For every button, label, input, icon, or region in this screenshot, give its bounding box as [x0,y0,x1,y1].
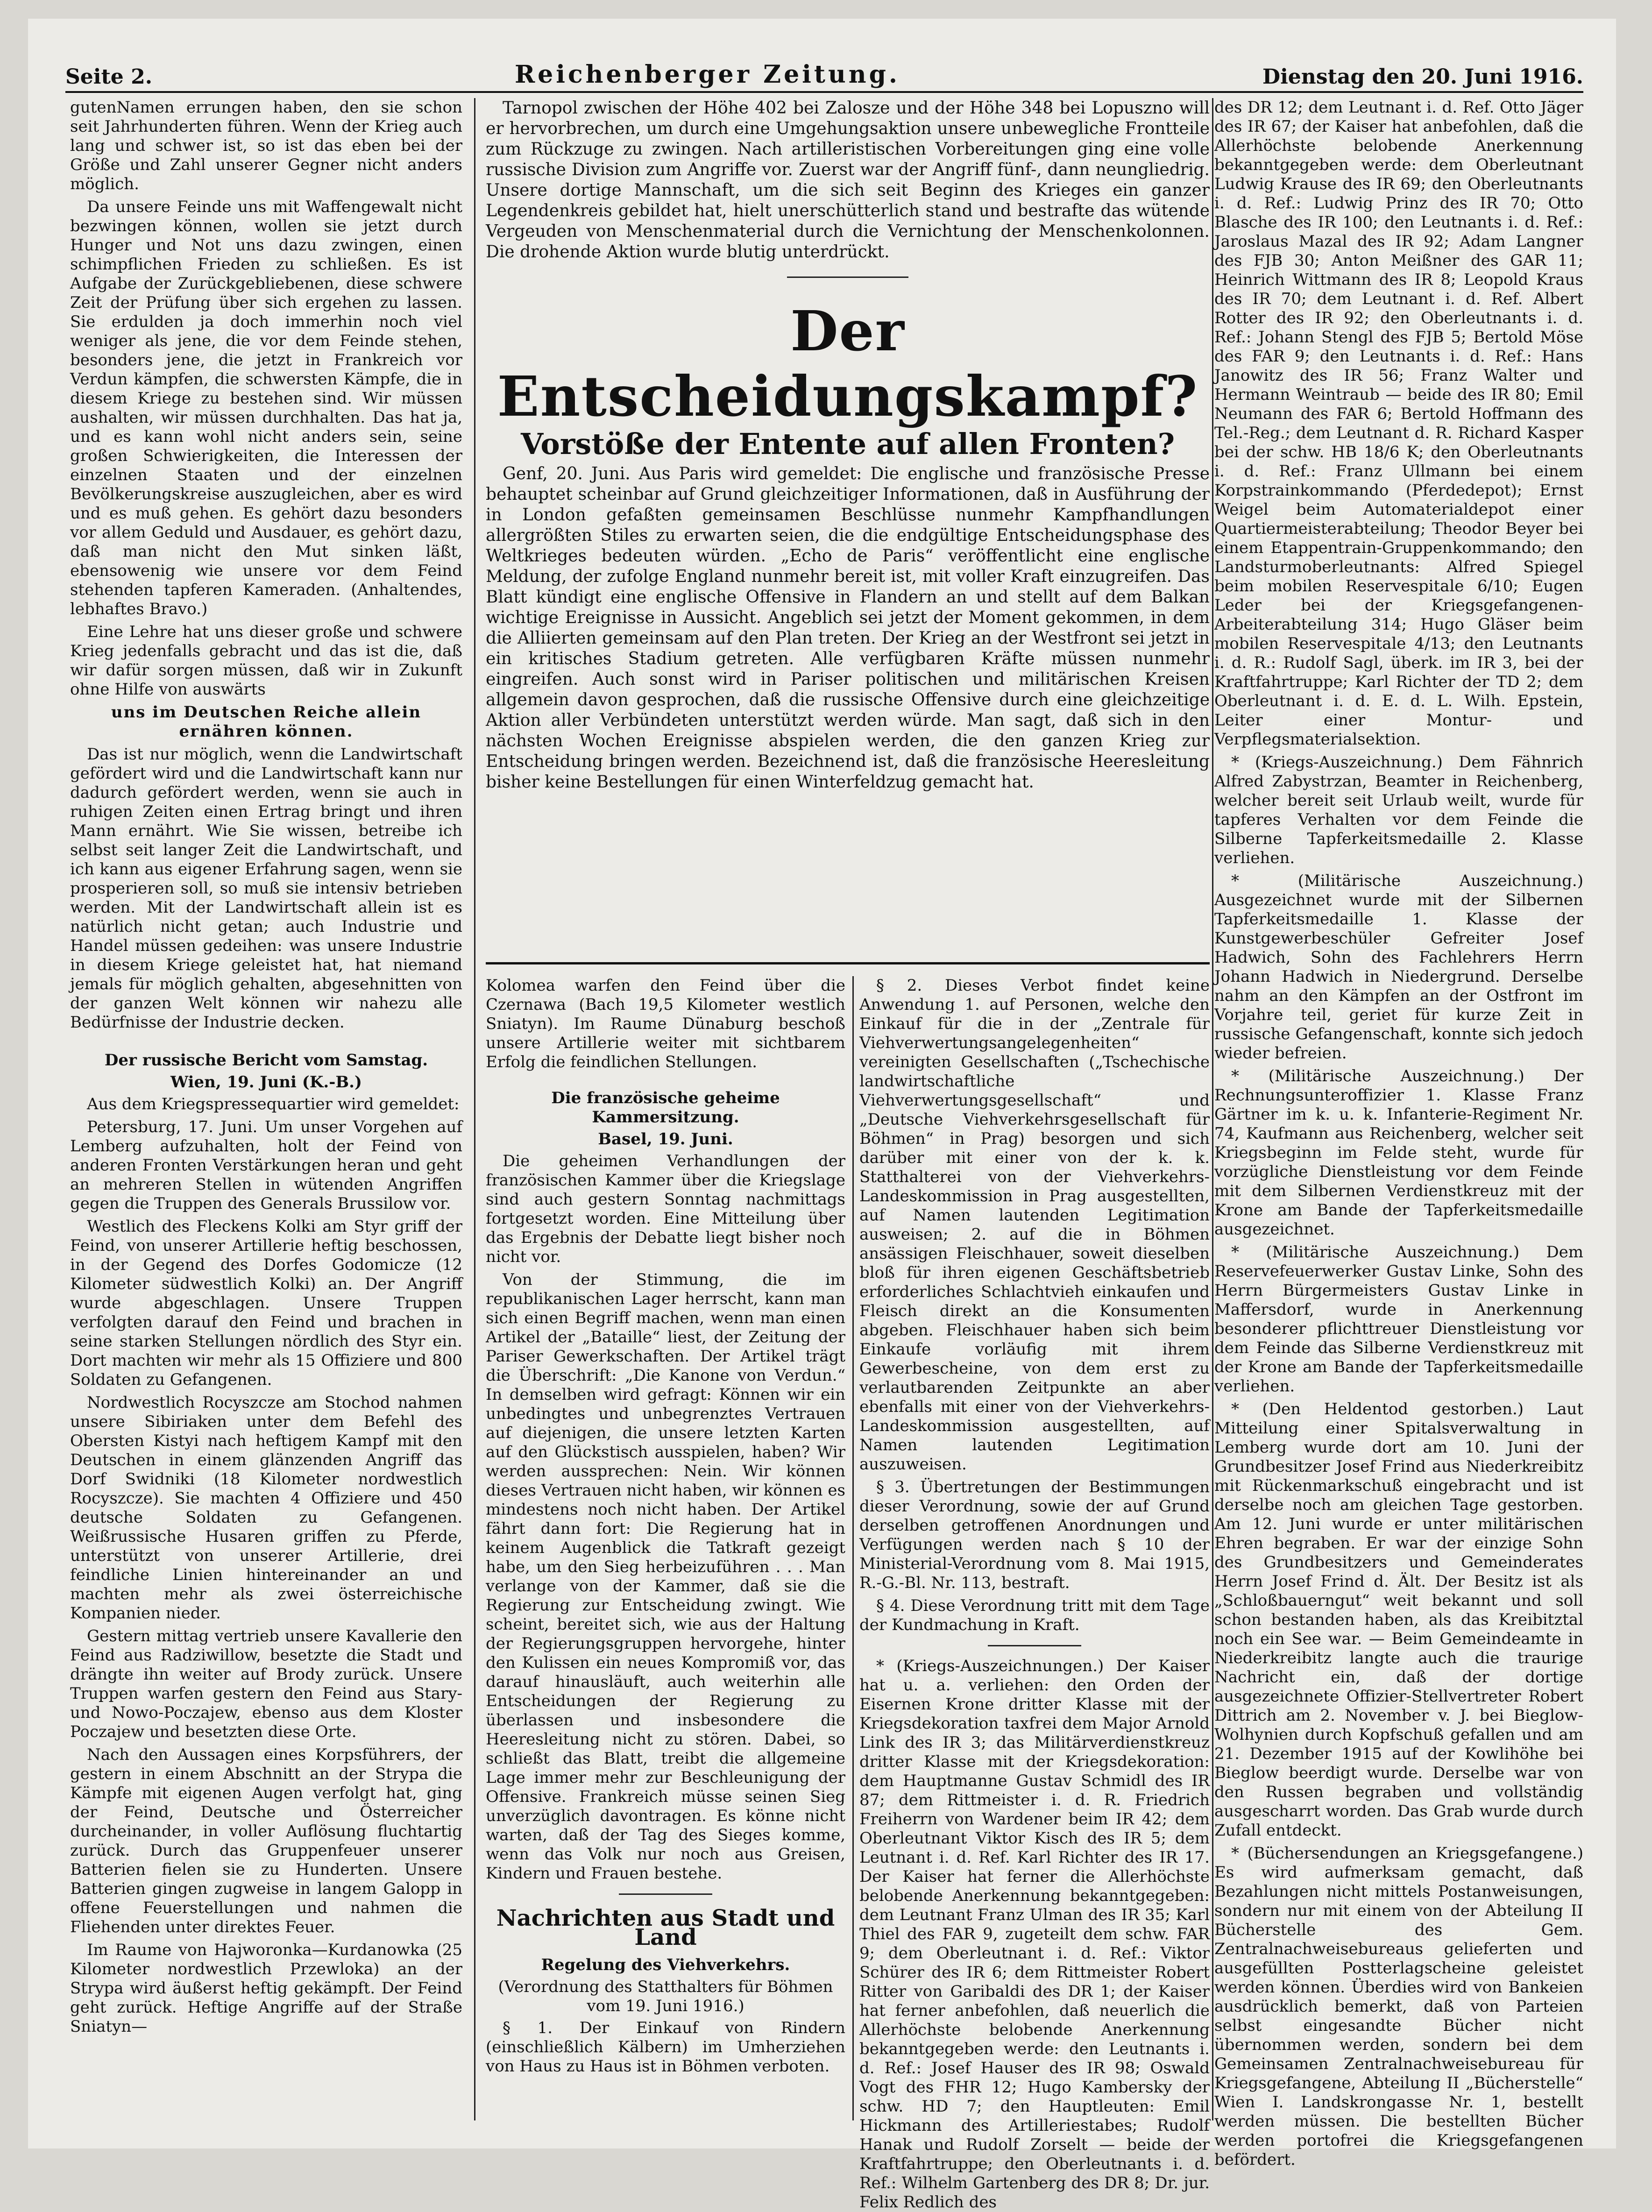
paragraph: Kolomea warfen den Feind über die Czernawa (Bach 19,5 Kilometer westlich Sniatyn). Im Raume Dünaburg beschoß unsere Artillerie weiter mit sichtbarem Erfolg die feindlichen Stellungen. [486,976,845,1071]
column-rule [852,976,854,2120]
paragraph: Im Raume von Hajworonka—Kurdanowka (25 Kilometer nordwestlich Przewloka) an der Strypa wird äußerst heftig gekämpft. Der Feind geht zurück. Heftige Angriffe auf der Straße Sniatyn— [70,1941,462,2036]
masthead [65,47,1583,89]
main-headline: Der Entscheidungskampf? [497,298,1198,429]
paragraph: Die geheimen Verhandlungen der französischen Kammer über die Kriegslage sind auch gestern Sonntag nachmittags fortgesetzt worden. Eine Mitteilung über das Ergebnis der Debatte liegt bisher noch nicht vor. [486,1152,845,1266]
column-rule [1212,98,1213,2120]
page-number: Seite 2. [65,65,153,89]
separator [619,1893,712,1895]
section-heading: Regelung des Viehverkehrs. [541,1956,790,1974]
masthead-rule [65,91,1583,93]
paragraph: * (Den Heldentod gestorben.) Laut Mitteilung einer Spitalsverwaltung in Lemberg wurde dort am 10. Juni der Grundbesitzer Josef Frind aus Niederkreibitz mit Rückenmarkschuß eingebracht und ist derselbe noch am gleichen Tage gestorben. Am 12. Juni wurde er unter militärischen Ehren begraben. Er war der einzige Sohn des Grundbesitzers und Gemeinderates Herrn Josef Frind d. Ält. Der Besitz ist als „Schloßbauerngut“ weit bekannt und soll schon bestanden haben, als das Kreibitztal noch ein See war. — Beim Gemeindeamte in Niederkreibitz langte auch die traurige Nachricht ein, daß der dortige ausgezeichnete Offizier-Stellvertreter Robert Dittrich am 2. November v. J. bei Bieglow-Wolhynien durch Kopfschuß gefallen und am 21. Dezember 1915 auf der Kowlihöhe bei Bieglow beerdigt wurde. Derselbe war von den Russen begraben und vollständig ausgescharrt worden. Das Grab wurde durch Zufall entdeckt. [1214,1400,1583,1840]
section-heading: Die französische geheime Kammersitzung. [551,1089,780,1127]
separator [787,276,908,278]
column-rule [474,98,475,2120]
sub-headline: Vorstöße der Entente auf allen Fronten? [520,427,1175,461]
newspaper-title: Reichenberger Zeitung. [514,60,900,89]
paragraph: * (Büchersendungen an Kriegsgefangene.) Es wird aufmerksam gemacht, daß Bezahlungen nicht mittels Postanweisungen, sondern nur mit einem von der Abteilung II Bücherstelle des Gem. Zentralnachweisebureaus gelieferten und ausgefüllten Postterlagscheine geleistet werden können. Überdies wird von Bankeien ausdrücklich bemerkt, daß von Parteien selbst eingesandte Bücher nicht übernommen werden, sondern bei dem Gemeinsamen Zentralnachweisebureau für Kriegsgefangene, Abteilung II „Bücherstelle“ Wien I. Landskrongasse Nr. 1, bestellt werden müssen. Die bestellten Bücher werden portofrei die Kriegsgefangenen befördert. [1214,1844,1583,2169]
paragraph: gutenNamen errungen haben, den sie schon seit Jahrhunderten führen. Wenn der Krieg auch lang und schwer ist, so ist das eben bei der Größe und Zahl unserer Gegner nicht anders möglich. [70,98,462,193]
paragraph: Gestern mittag vertrieb unsere Kavallerie den Feind aus Radziwillow, besetzte die Stadt und drängte ihn weiter auf Brody zurück. Unsere Truppen warfen gestern den Feind aus Stary- und Nowo-Poczajew, ebenso aus dem Kloster Poczajew und besetzten diese Orte. [70,1627,462,1741]
paragraph: * (Militärische Auszeichnung.) Dem Reservefeuerwerker Gustav Linke, Sohn des Herrn Bürgermeisters Gustav Linke in Maffersdorf, wurde in Anerkennung besonderer pflichttreuer Dienstleistung vor dem Feinde das Silberne Verdienstkreuz mit der Krone am Bande der Tapferkeitsmedaille verliehen. [1214,1243,1583,1396]
paragraph: * (Militärische Auszeichnung.) Ausgezeichnet wurde mit der Silbernen Tapferkeitsmedaille 1. Klasse der Kunstgewerbeschüler Gefreiter Josef Hadwich, Sohn des Fachlehrers Herrn Johann Hadwich in Niedergrund. Derselbe nahm an den Kämpfen an der Ostfront im Vorjahre teil, geriet für kurze Zeit in russische Gefangenschaft, konnte sich jedoch wieder befreien. [1214,872,1583,1063]
paragraph: Eine Lehre hat uns dieser große und schwere Krieg jedenfalls gebracht und das ist die, daß wir dafür sorgen müssen, daß wir in Zukunft ohne Hilfe von auswärts [70,623,462,699]
paragraph: Tarnopol zwischen der Höhe 402 bei Zalosze und der Höhe 348 bei Lopuszno will er hervorbrechen, um durch eine Umgehungsaktion unsere unbewegliche Frontteile zum Rückzuge zu zwingen. Nach artilleristischen Vorbereitungen ging eine volle russische Division zum Angriffe vor. Zuerst war der Angriff fünf-, dann neungliedrig. Unsere dortige Mannschaft, um die sich seit Beginn des Krieges ein ganzer Legendenkreis gebildet hat, hielt unerschütterlich stand und bestrafte das wütende Vergeuden von Menschenmaterial durch die Vernichtung der Menschenkolonnen. Die drohende Aktion wurde blutig unterdrückt. [486,99,1210,262]
paragraph: Das ist nur möglich, wenn die Landwirtschaft gefördert wird und die Landwirtschaft kann nur dadurch gefördert werden, wenn sie auch in ruhigen Zeiten einen Ertrag bringt und ihren Mann ernährt. Wie Sie wissen, betreibe ich selbst seit langer Zeit die Landwirtschaft, und ich kann aus eigener Erfahrung sagen, wenn sie prosperieren soll, so muß sie intensiv betrieben werden. Mit der Landwirtschaft allein ist es natürlich nicht getan; auch Industrie und Handel müssen gedeihen: was unsere Industrie in diesem Kriege geleistet hat, hat niemand jemals für möglich gehalten, abgesehnitten von der ganzen Welt können wir nahezu alle Bedürfnisse der Industrie decken. [70,745,462,1032]
paragraph: § 1. Der Einkauf von Rindern (einschließlich Kälbern) im Umherziehen von Haus zu Haus ist in Böhmen verboten. [486,2019,845,2076]
issue-date: Dienstag den 20. Juni 1916. [1262,65,1583,89]
paragraph: Nordwestlich Rocyszcze am Stochod nahmen unsere Sibiriaken unter dem Befehl des Obersten Kistyi nach heftigem Kampf mit den Deutschen in einem glänzenden Angriff das Dorf Swidniki (18 Kilometer nordwestlich Rocyszcze). Sie machten 4 Offiziere und 450 deutsche Soldaten zu Gefangenen. Weißrussische Husaren griffen zu Pferde, unterstützt von unserer Artillerie, drei feindliche Linien hintereinander an und machten mehr als zwei österreichische Kompanien nieder. [70,1393,462,1623]
dateline: Basel, 19. Juni. [598,1130,733,1149]
separator [988,1645,1081,1646]
paragraph: des DR 12; dem Leutnant i. d. Ref. Otto Jäger des IR 67; der Kaiser hat anbefohlen, daß die Allerhöchste belobende Anerkennung bekanntgegeben werde: dem Oberleutnant Ludwig Krause des IR 69; den Oberleutnants i. d. Ref.: Ludwig Prinz des IR 70; Otto Blasche des IR 100; den Leutnants i. d. Ref.: Jaroslaus Mazal des IR 92; Adam Langner des FJB 30; Anton Meißner des GAR 11; Heinrich Wittmann des IR 8; Leopold Kraus des IR 70; dem Leutnant i. d. Ref. Albert Rotter des IR 92; den Oberleutnants i. d. Ref.: Johann Stengl des FJB 5; Bertold Möse des FAR 9; den Leutnants i. d. Ref.: Hans Janowitz des IR 56; Franz Walter und Hermann Weintraub — beide des IR 80; Emil Neumann des FAR 6; Bertold Hoffmann des Tel.-Reg.; dem Leutnant d. R. Richard Kasper bei der schw. HB 18/6 K; den Oberleutnants i. d. Ref.: Franz Ullmann bei einem Korpstrainkommando (Pferdedepot); Ernst Weigel beim Automaterialdepot einer Quartiermeisterabteilung; Theodor Beyer bei einem Etappentrain-Gruppenkommando; den Landsturmoberleutnants: Alfred Spiegel beim mobilen Reservespitale 6/10; Eugen Leder bei der Kriegsgefangenen-Arbeiterabteilung 314; Hugo Gläser beim mobilen Reservespitale 4/13; den Leutnants i. d. R.: Rudolf Sagl, überk. im IR 3, bei der Kraftfahrtruppe; Karl Richter der TD 2; dem Oberleutnant i. d. E. d. L. Wilh. Epstein, Leiter einer Montur- und Verpflegsmaterialsektion. [1214,98,1583,749]
paragraph: § 2. Dieses Verbot findet keine Anwendung 1. auf Personen, welche den Einkauf für die in der „Zentrale für Viehverwertungsangelegenheiten“ vereinigten Gesellschaften („Tschechische landwirtschaftliche Viehverwertungsgesellschaft“ und „Deutsche Viehverkehrsgesellschaft für Böhmen“ in Prag) besorgen und sich darüber mit einer von der k. k. Statthalterei von der Viehverkehrs-Landeskommission in Prag ausgestellten, auf Namen lautenden Legitimation ausweisen; 2. auf die in Böhmen ansässigen Fleischhauer, soweit dieselben bloß für ihren eigenen Geschäftsbetrieb erforderliches Schlachtvieh einkaufen und Fleisch direkt an die Konsumenten abgeben. Fleischhauer haben sich beim Einkaufe vorläufig mit ihrem Gewerbescheine, von dem erst zu verlautbarenden Zeitpunkte an aber ebenfalls mit einer von der Viehverkehrs-Landeskommission ausgestellten, auf Namen lautenden Legitimation auszuweisen. [859,976,1210,1474]
paragraph: Westlich des Fleckens Kolki am Styr griff der Feind, von unserer Artillerie heftig beschossen, in der Gegend des Dorfes Godomicze (12 Kilometer südwestlich Kolki) an. Der Angriff wurde abgeschlagen. Unsere Truppen verfolgten darauf den Feind und brachen in seine starken Stellungen nördlich des Styr ein. Dort machten wir mehr als 15 Offiziere und 800 Soldaten zu Gefangenen. [70,1217,462,1389]
column-3 [859,976,1210,2212]
paragraph: § 4. Diese Verordnung tritt mit dem Tage der Kundmachung in Kraft. [859,1596,1210,1634]
section-title: Nachrichten aus Stadt und Land [496,1905,835,1950]
headline-box [486,98,1210,964]
paragraph: * (Kriegs-Auszeichnungen.) Der Kaiser hat u. a. verliehen: den Orden der Eisernen Krone dritter Klasse mit der Kriegsdekoration taxfrei dem Major Arnold Link des IR 3; das Militärverdienstkreuz dritter Klasse mit der Kriegsdekoration: dem Hauptmanne Gustav Schmidl des IR 87; dem Rittmeister i. d. R. Friedrich Freiherrn von Wardener beim IR 42; dem Oberleutnant Viktor Kisch des IR 5; dem Leutnant i. d. Ref. Karl Richter des IR 17. Der Kaiser hat ferner die Allerhöchste belobende Anerkennung bekanntgegeben: dem Leutnant Franz Ulman des IR 35; Karl Thiel des FAR 9, zugeteilt dem schw. FAR 9; dem Oberleutnant i. d. Ref.: Viktor Schürer des IR 6; dem Rittmeister Robert Ritter von Garibaldi des DR 1; der Kaiser hat ferner anbefohlen, daß neuerlich die Allerhöchste belobende Anerkennung bekanntgegeben werde: den Leutnants i. d. Ref.: Josef Hauser des IR 98; Oswald Vogt des FHR 12; Hugo Kambersky der schw. HD 7; den Hauptleuten: Emil Hickmann des Artilleriestabes; Rudolf Hanak und Rudolf Zorselt — beide der Kraftfahrtruppe; den Oberleutnants i. d. Ref.: Wilhelm Gartenberg des DR 8; Dr. jur. Felix Redlich des [859,1657,1210,2212]
paragraph: Da unsere Feinde uns mit Waffengewalt nicht bezwingen können, wollen sie jetzt durch Hunger und Not uns dazu zwingen, einen schimpflichen Frieden zu schließen. Es ist Aufgabe der Zurückgebliebenen, diese schwere Zeit der Prüfung über sich ergehen zu lassen. Sie erdulden ja doch immerhin noch viel weniger als jene, die vor dem Feinde stehen, besonders jene, die jetzt in Frankreich vor Verdun kämpfen, die schwersten Kämpfe, die in diesem Kriege zu bestehen sind. Wir müssen aushalten, wir müssen durchhalten. Das hat ja, und es kann wohl nicht anders sein, seine großen Schwierigkeiten, die Interessen der einzelnen Staaten und der einzelnen Bevölkerungskreise auszugleichen, aber es wird und es muß gehen. Es gehört dazu besonders vor allem Geduld und Ausdauer, es gehört dazu, daß man nicht den Mut sinken läßt, ebensowenig wie unsere vor dem Feind stehenden tapferen Kameraden. (Anhaltendes, lebhaftes Bravo.) [70,198,462,618]
subtitle: (Verordnung des Statthalters für Böhmen vom 19. Juni 1916.) [498,1978,833,2015]
section-heading: Der russische Bericht vom Samstag. [104,1051,428,1070]
paragraph: Petersburg, 17. Juni. Um unser Vorgehen auf Lemberg aufzuhalten, holt der Feind von anderen Fronten Verstärkungen heran und geht an mehreren Stellen in wütenden Angriffen gegen die Truppen des Generals Brussilow vor. [70,1118,462,1213]
paragraph: * (Militärische Auszeichnung.) Der Rechnungsunteroffizier 1. Klasse Franz Gärtner im k. u. k. Infanterie-Regiment Nr. 74, Kaufmann aus Reichenberg, welcher seit Kriegsbeginn im Felde steht, wurde für vorzügliche Dienstleistung vor dem Feinde mit dem Silbernen Verdienstkreuz mit der Krone am Bande der Tapferkeitsmedaille ausgezeichnet. [1214,1067,1583,1239]
paragraph: Genf, 20. Juni. Aus Paris wird gemeldet: Die englische und französische Presse behauptet scheinbar auf Grund gleichzeitiger Informationen, daß in Ausführung der in London gefaßten gemeinsamen Beschlüsse nunmehr Kampfhandlungen allergrößten Stiles zu erwarten seien, die die endgültige Entscheidungsphase des Weltkrieges bedeuten würden. „Echo de Paris“ veröffentlicht eine englische Meldung, der zufolge England nunmehr bereit ist, mit voller Kraft einzugreifen. Das Blatt kündigt eine englische Offensive in Flandern an und stellt auf dem Balkan wichtige Ereignisse in Aussicht. Angeblich sei jetzt der Moment gekommen, in dem die Alliierten gemeinsam auf den Plan treten. Der Krieg an der Westfront sei jetzt in ein kritisches Stadium getreten. Alle verfügbaren Kräfte müssen nunmehr eingreifen. Auch sonst wird in Pariser politischen und militärischen Kreisen allgemein davon gesprochen, daß die russische Offensive durch eine gleichzeitige Aktion aller Verbündeten unterstützt werden würde. Man sagt, daß sich in den nächsten Wochen Ereignisse abspielen werden, die den ganzen Krieg zur Entscheidung bringen werden. Bezeichnend ist, daß die französische Heeresleitung bisher keine Bestellungen für einen Winterfeldzug gemacht hat. [486,464,1210,792]
paragraph: * (Kriegs-Auszeichnung.) Dem Fähnrich Alfred Zabystrzan, Beamter in Reichenberg, welcher bereit seit Urlaub weilt, wurde für tapferes Verhalten vor dem Feinde die Silberne Tapferkeitsmedaille 2. Klasse verliehen. [1214,753,1583,867]
column-1 [70,98,462,2120]
column-2 [486,976,845,2120]
paragraph: § 3. Übertretungen der Bestimmungen dieser Verordnung, sowie der auf Grund derselben getroffenen Anordnungen und Verfügungen werden nach § 10 der Ministerial-Verordnung vom 8. Mai 1915, R.-G.-Bl. Nr. 113, bestraft. [859,1478,1210,1592]
column-4 [1214,98,1583,2169]
paragraph: Aus dem Kriegspressequartier wird gemeldet: [87,1095,460,1113]
emphasis-line: uns im Deutschen Reiche allein ernähren können. [111,703,422,741]
paragraph: Von der Stimmung, die im republikanischen Lager herrscht, kann man sich einen Begriff machen, wenn man einen Artikel der „Bataille“ liest, der Zeitung der Pariser Gewerkschaften. Der Artikel trägt die Überschrift: „Die Kanone von Verdun.“ In demselben wird gefragt: Können wir ein unbedingtes und unbegrenztes Vertrauen auf diejenigen, die unsere letzten Karten auf den Glückstisch ausspielen, haben? Wir werden aussprechen: Nein. Wir können dieses Vertrauen nicht haben, wir können es mindestens noch nicht haben. Der Artikel fährt dann fort: Die Regierung hat in keinem Augenblick die Tatkraft gezeigt habe, um den Sieg herbeizuführen . . . Man verlange von der Kammer, daß sie die Regierung zur Entscheidung zwingt. Wie scheint, bereitet sich, wie aus der Haltung der Regierungsgruppen hervorgehe, hinter den Kulissen ein neues Kompromiß vor, das darauf hinausläuft, auch weiterhin alle Entscheidungen der Regierung zu überlassen und insbesondere die Heeresleitung nicht zu stören. Dabei, so schließt das Blatt, treibt die allgemeine Lage immer mehr zur Beschleunigung der Offensive. Frankreich müsse seinen Sieg unverzüglich davontragen. Es könne nicht warten, daß der Tag des Sieges komme, wenn das Volk nur noch aus Greisen, Kindern und Frauen bestehe. [486,1270,845,1883]
paragraph: Nach den Aussagen eines Korpsführers, der gestern in einem Abschnitt an der Strypa die Kämpfe mit eigenen Augen verfolgt hat, ging der Feind, Deutsche und Österreicher durcheinander, in voller Auflösung fluchtartig zurück. Durch das Gruppenfeuer unserer Batterien fielen sie zu Hunderten. Unsere Batterien gingen zugweise in langem Galopp in offene Feuerstellungen und nahmen die Fliehenden unter direktes Feuer. [70,1745,462,1936]
dateline: Wien, 19. Juni (K.-B.) [170,1073,362,1092]
